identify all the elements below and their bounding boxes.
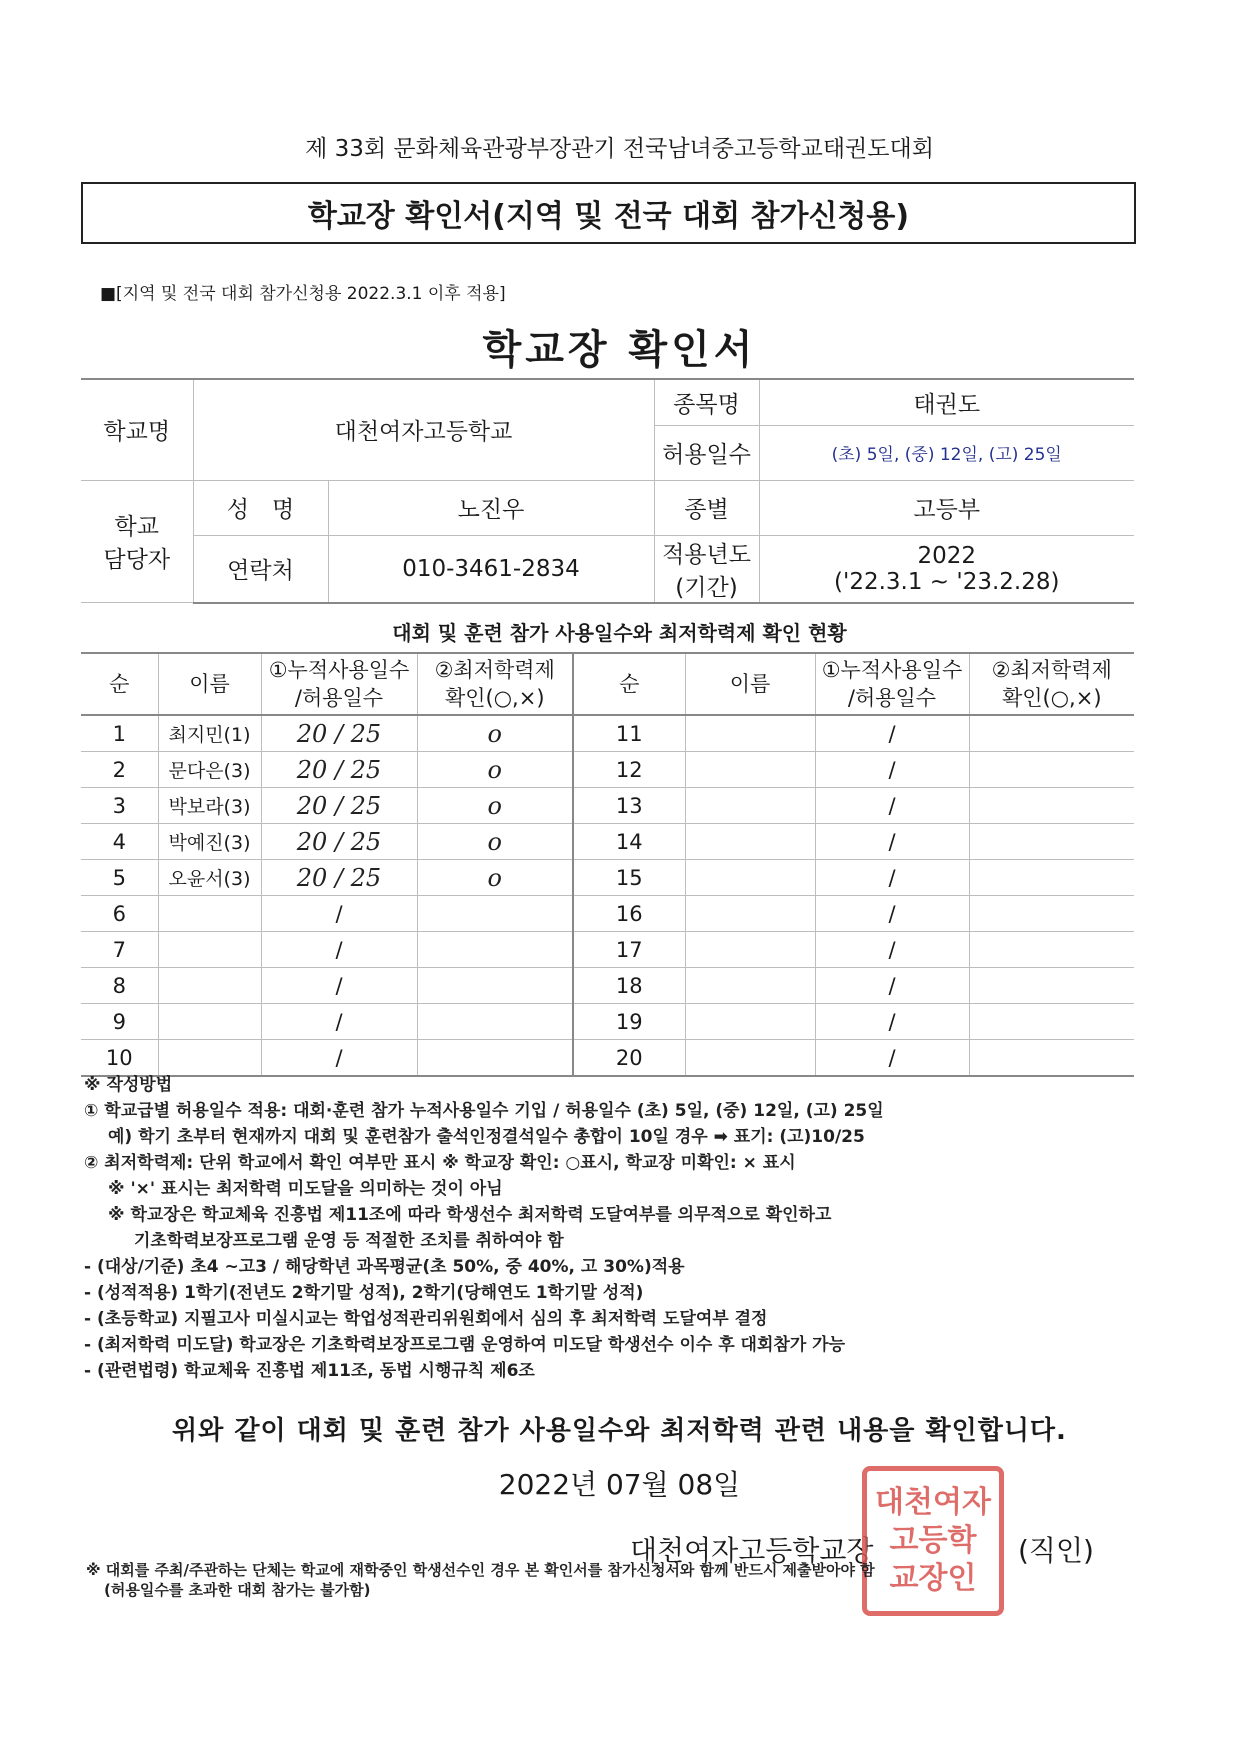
seal-line2: 고등학 bbox=[889, 1523, 977, 1558]
row-no: 10 bbox=[81, 1040, 158, 1077]
allowed-days-value: (초) 5일, (중) 12일, (고) 25일 bbox=[759, 425, 1134, 480]
row-name: 박보라(3) bbox=[158, 788, 261, 824]
header-days-line1-right: ①누적사용일수 bbox=[821, 657, 963, 682]
status-title: 대회 및 훈련 참가 사용일수와 최저학력제 확인 현황 bbox=[392, 621, 847, 645]
row-min bbox=[969, 715, 1134, 752]
header-min-line1: ②최저학력제 bbox=[434, 657, 555, 682]
row-no: 5 bbox=[81, 860, 158, 896]
row-no: 6 bbox=[81, 896, 158, 932]
row-name bbox=[685, 788, 815, 824]
instruction-1-example: 예) 학기 초부터 현재까지 대회 및 훈련참가 출석인정결석일수 총합이 10일 경우 ➡ 표기: (고)10/25 bbox=[108, 1127, 865, 1147]
row-min bbox=[417, 968, 573, 1004]
table-row bbox=[81, 715, 1134, 752]
seal-line3: 교장인 bbox=[889, 1561, 977, 1596]
header-min-line2: 확인(○,×) bbox=[444, 686, 545, 710]
row-no: 19 bbox=[573, 1004, 685, 1040]
row-days: 20 / 25 bbox=[261, 860, 417, 896]
contact-name: 노진우 bbox=[328, 480, 654, 535]
row-no: 4 bbox=[81, 824, 158, 860]
row-days: / bbox=[815, 1004, 969, 1040]
header-days-right bbox=[815, 653, 969, 715]
row-min bbox=[969, 824, 1134, 860]
header-min-line2-right: 확인(○,×) bbox=[1001, 686, 1102, 710]
row-no: 8 bbox=[81, 968, 158, 1004]
document-date: 2022년 07월 08일 bbox=[498, 1468, 741, 1501]
row-no: 3 bbox=[81, 788, 158, 824]
header-min-line1-right: ②최저학력제 bbox=[991, 657, 1112, 682]
row-no: 15 bbox=[573, 860, 685, 896]
name-label: 성 명 bbox=[193, 480, 328, 535]
table-row bbox=[81, 896, 1134, 932]
instructions-heading: ※ 작성방법 bbox=[84, 1075, 173, 1095]
row-days: / bbox=[815, 860, 969, 896]
status-table-body bbox=[81, 653, 1134, 1076]
row-name: 오윤서(3) bbox=[158, 860, 261, 896]
row-no: 12 bbox=[573, 752, 685, 788]
table-row bbox=[81, 752, 1134, 788]
status-header-row bbox=[81, 653, 1134, 715]
footnote-line1: ※ 대회를 주최/주관하는 단체는 학교에 재학중인 학생선수인 경우 본 확인서를 참가신청서와 함께 반드시 제출받아야 함 bbox=[86, 1561, 875, 1579]
row-name bbox=[685, 932, 815, 968]
instruction-1: ① 학교급별 허용일수 적용: 대회·훈련 참가 누적사용일수 기입 / 허용일수 (초) 5일, (중) 12일, (고) 25일 bbox=[84, 1101, 884, 1121]
row-days: / bbox=[261, 896, 417, 932]
row-name: 문다은(3) bbox=[158, 752, 261, 788]
row-min bbox=[969, 968, 1134, 1004]
instruction-elementary: - (초등학교) 지필고사 미실시교는 학업성적관리위원회에서 심의 후 최저학력 도달여부 결정 bbox=[84, 1309, 768, 1329]
year-label bbox=[654, 535, 759, 603]
phone-value: 010-3461-2834 bbox=[328, 535, 654, 603]
row-days: / bbox=[815, 1040, 969, 1077]
header-min-right bbox=[969, 653, 1134, 715]
row-min bbox=[969, 788, 1134, 824]
table-row bbox=[81, 968, 1134, 1004]
row-days: / bbox=[261, 1004, 417, 1040]
document-heading: 학교장 확인서 bbox=[482, 327, 757, 373]
header-days bbox=[261, 653, 417, 715]
row-days: / bbox=[815, 824, 969, 860]
row-no: 9 bbox=[81, 1004, 158, 1040]
row-name: 최지민(1) bbox=[158, 715, 261, 752]
confirmation-statement: 위와 같이 대회 및 훈련 참가 사용일수와 최저학력 관련 내용을 확인합니다. bbox=[172, 1416, 1067, 1446]
header-name: 이름 bbox=[158, 653, 261, 715]
instruction-2-duty: ※ 학교장은 학교체육 진흥법 제11조에 따라 학생선수 최저학력 도달여부를 의무적으로 확인하고 bbox=[108, 1205, 832, 1225]
row-days: / bbox=[815, 752, 969, 788]
allowed-days-label: 허용일수 bbox=[654, 425, 759, 480]
row-name bbox=[685, 824, 815, 860]
row-name bbox=[685, 715, 815, 752]
row-min bbox=[969, 1004, 1134, 1040]
table-row bbox=[81, 788, 1134, 824]
category-label: 종별 bbox=[654, 480, 759, 535]
footnote bbox=[86, 1560, 1166, 1600]
principal-name: 대천여자고등학교장 bbox=[630, 1534, 874, 1567]
row-name bbox=[685, 968, 815, 1004]
boxed-title: 학교장 확인서(지역 및 전국 대회 참가신청용) bbox=[81, 182, 1136, 244]
row-name bbox=[158, 1040, 261, 1077]
row-name bbox=[685, 860, 815, 896]
row-no: 14 bbox=[573, 824, 685, 860]
row-days: / bbox=[261, 932, 417, 968]
status-table bbox=[81, 652, 1134, 1077]
applicability-note: ■[지역 및 전국 대회 참가신청용 2022.3.1 이후 적용] bbox=[100, 284, 506, 304]
year-value bbox=[759, 535, 1134, 603]
instruction-law: - (관련법령) 학교체육 진흥법 제11조, 동법 시행규칙 제6조 bbox=[84, 1361, 535, 1381]
school-name: 대천여자고등학교 bbox=[193, 379, 654, 480]
row-days: / bbox=[815, 896, 969, 932]
row-min bbox=[417, 1040, 573, 1077]
category-value: 고등부 bbox=[759, 480, 1134, 535]
row-no: 2 bbox=[81, 752, 158, 788]
row-min: o bbox=[417, 715, 573, 752]
row-min bbox=[417, 896, 573, 932]
row-days: / bbox=[815, 788, 969, 824]
contact-person-label-line1: 학교 bbox=[114, 514, 159, 541]
seal-suffix: (직인) bbox=[1018, 1534, 1094, 1567]
header-days-line1: ①누적사용일수 bbox=[268, 657, 410, 682]
event-label: 종목명 bbox=[654, 379, 759, 425]
row-days: 20 / 25 bbox=[261, 715, 417, 752]
row-no: 20 bbox=[573, 1040, 685, 1077]
contact-person-label-line2: 담당자 bbox=[103, 547, 171, 574]
row-min bbox=[969, 932, 1134, 968]
row-min bbox=[417, 1004, 573, 1040]
instruction-2-note: ※ '×' 표시는 최저학력 미도달을 의미하는 것이 아님 bbox=[108, 1179, 503, 1199]
instruction-unmet: - (최저학력 미도달) 학교장은 기초학력보장프로그램 운영하여 미도달 학생선수 이수 후 대회참가 가능 bbox=[84, 1335, 845, 1355]
school-name-label: 학교명 bbox=[81, 379, 193, 480]
phone-label: 연락처 bbox=[193, 535, 328, 603]
period: ('22.3.1 ~ '23.2.28) bbox=[834, 568, 1060, 595]
row-name bbox=[685, 1004, 815, 1040]
row-days: / bbox=[815, 715, 969, 752]
header-min bbox=[417, 653, 573, 715]
year-label-line2: (기간) bbox=[675, 574, 738, 601]
row-days: / bbox=[261, 968, 417, 1004]
table-row bbox=[81, 1040, 1134, 1077]
row-name bbox=[158, 1004, 261, 1040]
row-name: 박예진(3) bbox=[158, 824, 261, 860]
seal-line1: 대천여자 bbox=[875, 1485, 991, 1520]
row-no: 18 bbox=[573, 968, 685, 1004]
row-min bbox=[969, 896, 1134, 932]
event-value: 태권도 bbox=[759, 379, 1134, 425]
row-min bbox=[969, 860, 1134, 896]
row-days: / bbox=[261, 1040, 417, 1077]
row-no: 11 bbox=[573, 715, 685, 752]
row-days: 20 / 25 bbox=[261, 752, 417, 788]
row-days: 20 / 25 bbox=[261, 824, 417, 860]
header-days-line2-right: /허용일수 bbox=[847, 686, 937, 710]
row-no: 13 bbox=[573, 788, 685, 824]
competition-title: 제 33회 문화체육관광부장관기 전국남녀중고등학교태권도대회 bbox=[305, 136, 934, 162]
row-no: 1 bbox=[81, 715, 158, 752]
row-days: 20 / 25 bbox=[261, 788, 417, 824]
row-name bbox=[158, 896, 261, 932]
row-name bbox=[685, 752, 815, 788]
row-no: 7 bbox=[81, 932, 158, 968]
row-min bbox=[417, 932, 573, 968]
row-name bbox=[158, 932, 261, 968]
row-min: o bbox=[417, 860, 573, 896]
instruction-2-duty-cont: 기초학력보장프로그램 운영 등 적절한 조치를 취하여야 함 bbox=[134, 1231, 564, 1251]
info-table bbox=[81, 378, 1134, 604]
footnote-line2: (허용일수를 초과한 대회 참가는 불가함) bbox=[104, 1581, 371, 1599]
row-no: 17 bbox=[573, 932, 685, 968]
row-days: / bbox=[815, 932, 969, 968]
table-row bbox=[81, 860, 1134, 896]
contact-person-label bbox=[81, 480, 193, 603]
row-no: 16 bbox=[573, 896, 685, 932]
row-min bbox=[969, 1040, 1134, 1077]
row-min: o bbox=[417, 824, 573, 860]
instruction-2: ② 최저학력제: 단위 학교에서 확인 여부만 표시 ※ 학교장 확인: ○표시, 학교장 미확인: × 표시 bbox=[84, 1153, 796, 1173]
header-no-right: 순 bbox=[573, 653, 685, 715]
instructions bbox=[84, 1072, 1164, 1384]
table-row bbox=[81, 1004, 1134, 1040]
year-label-line1: 적용년도 bbox=[662, 541, 751, 568]
row-name bbox=[685, 1040, 815, 1077]
row-days: / bbox=[815, 968, 969, 1004]
instruction-grades: - (성적적용) 1학기(전년도 2학기말 성적), 2학기(당해연도 1학기말 성적) bbox=[84, 1283, 644, 1303]
table-row bbox=[81, 824, 1134, 860]
instruction-target: - (대상/기준) 초4 ~고3 / 해당학년 과목평균(초 50%, 중 40%, 고 30%)적용 bbox=[84, 1257, 685, 1277]
header-days-line2: /허용일수 bbox=[294, 686, 384, 710]
header-no: 순 bbox=[81, 653, 158, 715]
row-min: o bbox=[417, 752, 573, 788]
row-min bbox=[969, 752, 1134, 788]
header-name-right: 이름 bbox=[685, 653, 815, 715]
row-min: o bbox=[417, 788, 573, 824]
table-row bbox=[81, 932, 1134, 968]
year: 2022 bbox=[917, 542, 977, 569]
row-name bbox=[685, 896, 815, 932]
row-name bbox=[158, 968, 261, 1004]
